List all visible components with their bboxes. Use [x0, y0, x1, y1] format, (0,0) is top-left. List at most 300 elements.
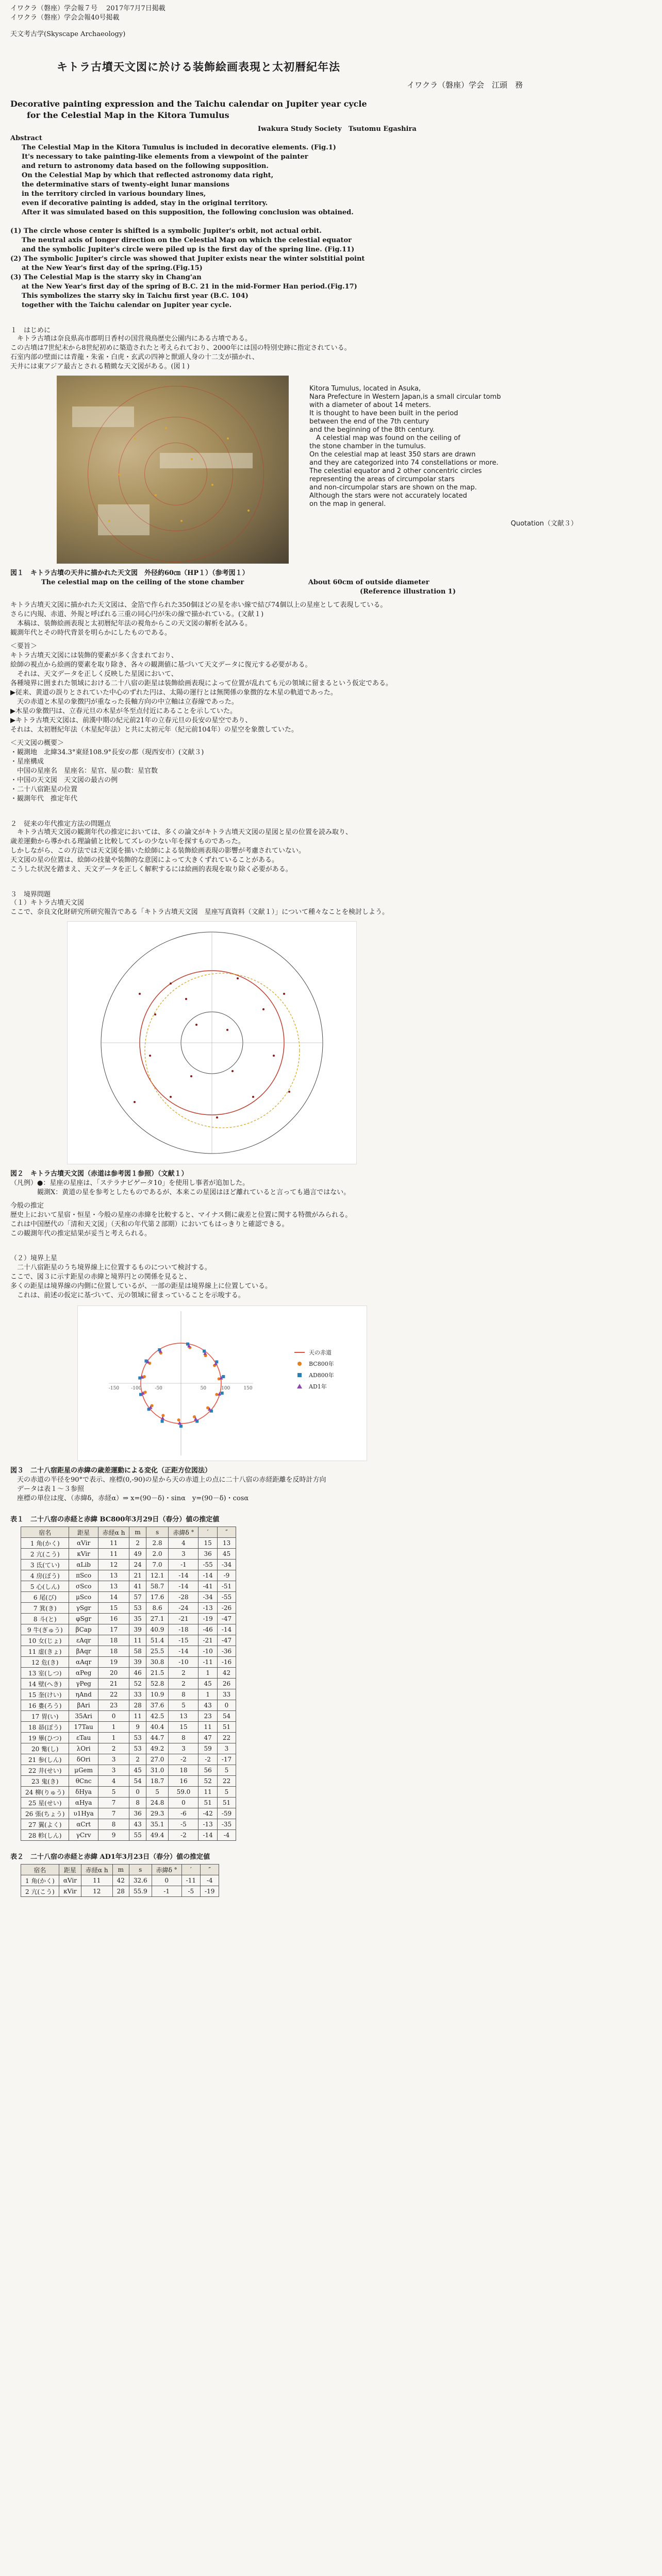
table-header-cell: ′	[198, 1527, 217, 1538]
table-header-cell: 距星	[59, 1865, 81, 1875]
intro2-line: 本稿は、装飾絵画表現と太初暦紀年法の視角からこの天文図の解析を試みる。	[10, 620, 252, 628]
gist-line: 絵師の視点から絵画的要素を取り除き、各々の観測値に基づいて天文データに復元する必要がある。	[10, 661, 312, 669]
table-cell: υ1Hya	[69, 1808, 98, 1819]
section3-sub1-text: ここで、奈良文化財研究所研究報告である「キトラ古墳天文図 星座写真資料（文献１）」について種々なことを検討しよう。	[10, 908, 389, 916]
table-cell: 52.8	[146, 1679, 169, 1689]
table-cell: 9	[98, 1830, 129, 1841]
intro2-line: さらに内規、赤道、外規と呼ばれる三重の同心円が朱の線で描かれている。(文献１)	[10, 611, 264, 618]
table-cell: 11	[98, 1549, 129, 1560]
table-cell: βAqr	[69, 1646, 98, 1657]
section2-line: 天文図の星の位置は、絵師の技量や装飾的な意図によって大きくずれていることがある。	[10, 856, 279, 864]
table-cell: 42.5	[146, 1711, 169, 1722]
gist-heading: ＜要旨＞	[10, 642, 38, 650]
x-tick-label: -100	[131, 1386, 142, 1391]
table-cell: γCrv	[69, 1830, 98, 1841]
table-cell: 11	[198, 1787, 217, 1798]
table-cell: 4 房(ぼう)	[21, 1570, 69, 1581]
quotation: Quotation（文献３）	[510, 520, 577, 528]
table-row	[21, 1733, 236, 1743]
abstract-point: (1) The circle whose center is shifted is a symbolic Jupiter's orbit, not actual orbit.	[10, 227, 322, 235]
intro2-line: キトラ古墳天文図に描かれた天文図は、金箔で作られた350個ほどの星を赤い線で結び74個以上の星座として表現している。	[10, 601, 387, 609]
table-cell: -14	[169, 1646, 198, 1657]
fig2-note1: （凡例）●：星座の星座は、「ステラナビゲータ10」を使用し事者が追加した。	[10, 1179, 250, 1187]
table-cell: αCrt	[69, 1819, 98, 1830]
table-cell: 24.8	[146, 1798, 169, 1808]
table-cell: γSgr	[69, 1603, 98, 1614]
table-cell: 13	[217, 1538, 236, 1549]
table-cell: 2	[169, 1668, 198, 1679]
table-cell: 11	[81, 1875, 112, 1886]
abstract-label: Abstract	[10, 134, 42, 142]
table-cell: 2	[169, 1679, 198, 1689]
table-cell: 22 井(せい)	[21, 1765, 69, 1776]
table-cell: 21 参(しん)	[21, 1754, 69, 1765]
table-cell: 7.0	[146, 1560, 169, 1570]
caption-line: Kitora Tumulus, located in Asuka,	[309, 385, 421, 393]
table-cell: 12 危(き)	[21, 1657, 69, 1668]
table-cell: -28	[169, 1592, 198, 1603]
table-cell: 59	[198, 1743, 217, 1754]
table-cell: 13	[169, 1711, 198, 1722]
summary-line: ・観測年代 推定年代	[10, 795, 78, 803]
summary-heading: ＜天文図の概要＞	[10, 739, 64, 747]
section3b-line: この観測年代の推定結果が妥当と考えられる。	[10, 1230, 152, 1238]
table-row	[21, 1689, 236, 1700]
table-cell: -14	[217, 1624, 236, 1635]
table-header-cell: 距星	[69, 1527, 98, 1538]
title-ja: キトラ古墳天文図に於ける装飾絵画表現と太初暦紀年法	[57, 60, 340, 73]
table-cell: 35Ari	[69, 1711, 98, 1722]
caption-line: On the celestial map at least 350 stars are drawn	[309, 451, 476, 459]
table-row	[21, 1570, 236, 1581]
photo-caption-en	[309, 385, 577, 564]
table-cell: 53	[129, 1743, 146, 1754]
caption-line: Nara Prefecture in Western Japan,is a small circular tomb	[309, 393, 501, 401]
table-cell: -34	[217, 1560, 236, 1570]
table-cell: δHya	[69, 1787, 98, 1798]
table-cell: 13 室(しつ)	[21, 1668, 69, 1679]
table-cell: 7	[98, 1808, 129, 1819]
table-header-cell: ″	[201, 1865, 219, 1875]
fig1-caption-ja: 図１ キトラ古墳の天井に描かれた天文図 外径約60㎝（HP１）（参考図１）	[10, 569, 249, 577]
table-cell: 8	[98, 1819, 129, 1830]
table-cell: -1	[152, 1886, 181, 1897]
table-row	[21, 1711, 236, 1722]
legend-label: AD800年	[309, 1372, 334, 1379]
table-cell: γPeg	[69, 1679, 98, 1689]
data-point	[144, 1391, 147, 1394]
caption-line: with a diameter of about 14 meters.	[309, 401, 431, 409]
data-point	[222, 1375, 225, 1378]
table-cell: 21	[98, 1679, 129, 1689]
caption-line: representing the areas of circumpolar stars	[309, 476, 455, 483]
table-cell: 37.6	[146, 1700, 169, 1711]
data-point	[221, 1392, 224, 1395]
table-cell: 27 翼(よく)	[21, 1819, 69, 1830]
table-header-cell: m	[112, 1865, 129, 1875]
table-cell: -5	[169, 1819, 198, 1830]
table-cell: αPeg	[69, 1668, 98, 1679]
table-cell: 18 昴(ぼう)	[21, 1722, 69, 1733]
table-cell: κVir	[69, 1549, 98, 1560]
caption-line: on the map in general.	[309, 500, 386, 508]
table-cell: 44.7	[146, 1733, 169, 1743]
intro-line: 天井には東アジア最古とされる精緻な天文図がある。(図１)	[10, 363, 190, 370]
table-cell: 51	[198, 1798, 217, 1808]
table-cell: μSco	[69, 1592, 98, 1603]
abstract-line: After it was simulated based on this supposition, the following conclusion was obtained.	[22, 209, 354, 216]
fig3-sub1: 天の赤道の半径を90°で表示、座標(0,-90)の星から天の赤道上の点に二十八宿の赤経距離を反時計方向	[10, 1476, 326, 1484]
table-cell: 3	[98, 1754, 129, 1765]
table-cell: -14	[198, 1830, 217, 1841]
table-cell: 42	[112, 1875, 129, 1886]
figure3-chart	[77, 1306, 367, 1461]
section3b-line: これは中国歴代の「清和天文図」（天和の年代第２部期）においてもはっきりと確認できる。	[10, 1221, 289, 1228]
x-tick-label: 150	[243, 1386, 253, 1391]
table-header-cell: s	[146, 1527, 169, 1538]
table-row	[21, 1657, 236, 1668]
table-header-cell: 赤緯δ °	[169, 1527, 198, 1538]
table-cell: 9	[129, 1722, 146, 1733]
table-cell: 8	[169, 1733, 198, 1743]
abstract-point: (2) The symbolic Jupiter's circle was showed that Jupiter exists near the winter solstitial point	[10, 255, 365, 263]
table-cell: 0	[169, 1798, 198, 1808]
title-en-line2: for the Celestial Map in the Kitora Tumulus	[27, 110, 229, 120]
legend-swatch	[297, 1362, 302, 1366]
table-cell: 11 虚(きょ)	[21, 1646, 69, 1657]
table-cell: -59	[217, 1808, 236, 1819]
table-cell: -9	[217, 1570, 236, 1581]
table-cell: 39	[129, 1624, 146, 1635]
table-cell: -19	[198, 1614, 217, 1624]
table-cell: 2	[98, 1743, 129, 1754]
table-row	[21, 1603, 236, 1614]
table-row	[21, 1679, 236, 1689]
table-cell: 18	[98, 1635, 129, 1646]
table-cell: 15	[169, 1722, 198, 1733]
table-cell: -1	[169, 1560, 198, 1570]
table-row	[21, 1538, 236, 1549]
table-cell: δOri	[69, 1754, 98, 1765]
x-tick-label: -150	[108, 1386, 120, 1391]
table-cell: 45	[129, 1765, 146, 1776]
table-cell: 6 尾(び)	[21, 1592, 69, 1603]
table-cell: 36	[129, 1808, 146, 1819]
table-cell: αVir	[59, 1875, 81, 1886]
legend-swatch	[297, 1373, 302, 1377]
table-cell: 2	[129, 1754, 146, 1765]
legend-label: BC800年	[309, 1361, 334, 1367]
caption-line: and the beginning of the 8th century.	[309, 426, 435, 434]
table-cell: 2	[129, 1538, 146, 1549]
table-cell: -35	[217, 1819, 236, 1830]
table1-caption: 表１ 二十八宿の赤経と赤緯 BC800年3月29日（春分）値の推定値	[10, 1516, 220, 1523]
table-cell: 3	[217, 1743, 236, 1754]
table-cell: -15	[169, 1635, 198, 1646]
table-cell: 43	[198, 1700, 217, 1711]
table-row	[21, 1549, 236, 1560]
table-cell: 45	[198, 1679, 217, 1689]
table-cell: 1 角(かく)	[21, 1875, 59, 1886]
table-row	[21, 1830, 236, 1841]
abstract-line: On the Celestial Map by which that reflected astronomy data right,	[22, 172, 274, 179]
summary-line: ・二十八宿距星の位置	[10, 786, 78, 793]
table-cell: -55	[198, 1560, 217, 1570]
table-cell: 12	[81, 1886, 112, 1897]
caption-line: between the end of the 7th century	[309, 418, 429, 426]
table-cell: 49.4	[146, 1830, 169, 1841]
table-header-cell: ″	[217, 1527, 236, 1538]
section3-heading: ３ 境界問題	[10, 891, 51, 899]
section2	[10, 818, 652, 874]
table-cell: 4	[98, 1776, 129, 1787]
table-cell: 47	[198, 1733, 217, 1743]
abstract	[10, 134, 652, 310]
abstract-line: the determinative stars of twenty-eight lunar mansions	[22, 181, 229, 189]
table-cell: 51.4	[146, 1635, 169, 1646]
table-row	[21, 1722, 236, 1733]
table-cell: 33	[217, 1689, 236, 1700]
table-cell: εTau	[69, 1733, 98, 1743]
fig1-en-size: About 60cm of outside diameter	[308, 579, 429, 586]
intro-line: キトラ古墳は奈良県高市郡明日香村の国営飛鳥歴史公園内にある古墳である。	[10, 335, 252, 343]
table-cell: 3	[169, 1549, 198, 1560]
table-cell: -4	[201, 1875, 219, 1886]
section3c-line: これは、前述の仮定に基づいて、元の領域に留まっていることを示唆する。	[10, 1292, 245, 1299]
fig3-sub3: 座標の単位は度、（赤緯δ，赤経α）⇒ x=(90－δ)・sinα y=(90－δ)・cosα	[10, 1495, 249, 1502]
table-cell: 18	[98, 1646, 129, 1657]
table-header-cell: m	[129, 1527, 146, 1538]
table-cell: 8 斗(と)	[21, 1614, 69, 1624]
table-header-cell: ′	[181, 1865, 200, 1875]
section3-sub1: （１）キトラ古墳天文図	[10, 899, 85, 907]
table-cell: 2 亢(こう)	[21, 1549, 69, 1560]
table-cell: 46	[129, 1668, 146, 1679]
table-cell: 51	[217, 1722, 236, 1733]
table-header-cell: 赤経α h	[81, 1865, 112, 1875]
table-cell: θCnc	[69, 1776, 98, 1787]
table-cell: 8	[169, 1689, 198, 1700]
table-cell: -24	[169, 1603, 198, 1614]
table-cell: 28	[129, 1700, 146, 1711]
table-cell: -10	[198, 1646, 217, 1657]
table-cell: -34	[198, 1592, 217, 1603]
table-cell: 35.1	[146, 1819, 169, 1830]
table-cell: 22	[98, 1689, 129, 1700]
abstract-point: at the New Year's first day of the spring of B.C. 21 in the mid-Former Han period.(Fig.17)	[22, 283, 357, 291]
table-cell: -42	[198, 1808, 217, 1819]
table-cell: -21	[198, 1635, 217, 1646]
table-cell: -36	[217, 1646, 236, 1657]
section3b-line: 歴史上において星宿・恒星・今般の星座の赤緯を比較すると、マイナス側に歳差と位置に関する特徴がみられる。	[10, 1211, 352, 1219]
table-cell: 15 奎(けい)	[21, 1689, 69, 1700]
table-header-cell: 宿名	[21, 1527, 69, 1538]
table-cell: 0	[98, 1711, 129, 1722]
table-cell: 33	[129, 1689, 146, 1700]
gist-line: ▶木星の象徴円は、立春元旦の木星が冬至点付近にあることを示していた。	[10, 707, 237, 715]
table-cell: 0	[129, 1787, 146, 1798]
table-cell: -5	[181, 1886, 200, 1897]
table-cell: 58.7	[146, 1581, 169, 1592]
table-cell: εAqr	[69, 1635, 98, 1646]
caption-line: The celestial equator and 2 other concentric circles	[309, 467, 482, 475]
table-cell: 12	[98, 1560, 129, 1570]
table-cell: 54	[217, 1711, 236, 1722]
table-cell: -13	[198, 1603, 217, 1614]
fig2-note2: 観測X：黄道の星を参考としたものであるが、本来この星図はほど離れていると言っても過言ではない。	[10, 1189, 351, 1196]
table-cell: 17.6	[146, 1592, 169, 1603]
table-cell: 20	[98, 1668, 129, 1679]
table-cell: 43	[129, 1819, 146, 1830]
caption-line: A celestial map was found on the ceiling of	[309, 434, 460, 442]
header-line1: イワクラ（磐座）学会報７号 2017年7月7日掲載	[10, 5, 166, 12]
summary	[10, 739, 652, 804]
fig1-caption-en	[41, 578, 652, 587]
table-cell: ηAnd	[69, 1689, 98, 1700]
table-cell: -21	[169, 1614, 198, 1624]
table-cell: 15	[98, 1603, 129, 1614]
table-cell: 20 觜(し)	[21, 1743, 69, 1754]
table-cell: 5	[217, 1787, 236, 1798]
table-cell: 28 軫(しん)	[21, 1830, 69, 1841]
data-point	[177, 1418, 180, 1421]
table-cell: 9 牛(ぎゅう)	[21, 1624, 69, 1635]
table-cell: 31.0	[146, 1765, 169, 1776]
abstract-point: together with the Taichu calendar on Jupiter year cycle.	[22, 301, 232, 309]
section3	[10, 889, 652, 917]
table-cell: -2	[198, 1754, 217, 1765]
chart3-svg	[78, 1306, 367, 1461]
table-cell: 53	[129, 1733, 146, 1743]
table-cell: μGem	[69, 1765, 98, 1776]
section3b	[10, 1201, 652, 1239]
table-cell: φSgr	[69, 1614, 98, 1624]
table-cell: 28	[112, 1886, 129, 1897]
table-cell: 13	[98, 1581, 129, 1592]
table-cell: 4	[169, 1538, 198, 1549]
table-cell: 17 胃(い)	[21, 1711, 69, 1722]
caption-line: It is thought to have been built in the period	[309, 410, 458, 417]
fig1-en: The celestial map on the ceiling of the stone chamber	[41, 579, 244, 586]
section3c-line: 多くの距星は境界線の内側に位置しているが、一部の距星は境界線上に位置している。	[10, 1282, 272, 1290]
table-row	[21, 1592, 236, 1603]
table-cell: -17	[217, 1754, 236, 1765]
table-cell: 14 壁(へき)	[21, 1679, 69, 1689]
table-cell: -47	[217, 1614, 236, 1624]
abstract-line: It's necessary to take painting-like elements from a viewpoint of the painter	[22, 153, 308, 161]
data-point	[161, 1414, 164, 1417]
table-cell: 22	[217, 1733, 236, 1743]
table-cell: 18.7	[146, 1776, 169, 1787]
table-cell: 16 婁(ろう)	[21, 1700, 69, 1711]
table-cell: 40.4	[146, 1722, 169, 1733]
table-cell: 3	[169, 1743, 198, 1754]
abstract-point: The neutral axis of longer direction on the Celestial Map on which the celestial equator	[22, 236, 352, 244]
section3b-heading: 今般の推定	[10, 1202, 44, 1210]
table-cell: 11	[198, 1722, 217, 1733]
table-cell: -26	[217, 1603, 236, 1614]
table-cell: 16	[169, 1776, 198, 1787]
gist-line: キトラ古墳天文図には装飾的要素が多く含まれており、	[10, 652, 178, 659]
table-cell: 57	[129, 1592, 146, 1603]
table-cell: 26	[217, 1679, 236, 1689]
table-row	[21, 1819, 236, 1830]
table-row	[21, 1765, 236, 1776]
table-cell: 15	[198, 1538, 217, 1549]
table-cell: 39	[129, 1657, 146, 1668]
table-cell: βAri	[69, 1700, 98, 1711]
fig3-sub2: データは表１～３参照	[10, 1485, 85, 1493]
ecliptic-circle	[145, 973, 300, 1128]
legend-label: 天の赤道	[309, 1349, 332, 1356]
table-cell: 1	[198, 1668, 217, 1679]
table-cell: 22	[217, 1776, 236, 1787]
table-cell: -18	[169, 1624, 198, 1635]
table-cell: 1	[198, 1689, 217, 1700]
table-row	[21, 1875, 219, 1886]
header	[10, 0, 652, 39]
section3c-heading: （２）境界上星	[10, 1255, 58, 1262]
table-cell: 58	[129, 1646, 146, 1657]
table-cell: 13	[98, 1570, 129, 1581]
table-cell: 11	[129, 1635, 146, 1646]
table-cell: 14	[98, 1592, 129, 1603]
table-cell: αVir	[69, 1538, 98, 1549]
intro-heading: １ はじめに	[10, 327, 51, 334]
table-cell: 17Tau	[69, 1722, 98, 1733]
table-row	[21, 1776, 236, 1787]
table-row	[21, 1560, 236, 1570]
title-en-line1: Decorative painting expression and the Taichu calendar on Jupiter year cycle	[10, 99, 367, 109]
table-cell: 52	[129, 1679, 146, 1689]
caption-line: and non-circumpolar stars are shown on the map.	[309, 484, 477, 492]
figure1-caption	[10, 569, 652, 597]
gist	[10, 642, 652, 735]
table-cell: -51	[217, 1581, 236, 1592]
table-cell: -6	[169, 1808, 198, 1819]
summary-line: 中国の星座名 星座名：星官、星の数：星官数	[10, 767, 158, 775]
table-cell: 32.6	[129, 1875, 152, 1886]
table-cell: βCap	[69, 1624, 98, 1635]
table-cell: 52	[198, 1776, 217, 1787]
table-cell: 41	[129, 1581, 146, 1592]
table-cell: 8.6	[146, 1603, 169, 1614]
table-cell: 1	[98, 1722, 129, 1733]
table-cell: 5 心(しん)	[21, 1581, 69, 1592]
gist-line: ▶従来、黄道の誤りとされていた中心のずれた円は、太陽の運行とは無関係の象徴的な木星の軌道であった。	[10, 689, 337, 697]
table-row	[21, 1635, 236, 1646]
summary-line: ・星座構成	[10, 758, 44, 766]
abstract-line: The Celestial Map in the Kitora Tumulus is included in decorative elements. (Fig.1)	[22, 144, 336, 151]
abstract-point: This symbolizes the starry sky in Taichu first year (B.C. 104)	[22, 292, 249, 300]
caption-line: and they are categorized into 74 constellations or more.	[309, 459, 499, 467]
section2-line: キトラ古墳天文図の観測年代の推定においては、多くの論文がキトラ古墳天文図の星図と星の位置を読み取り、	[10, 828, 353, 836]
table-cell: -14	[198, 1570, 217, 1581]
intro2-line: 観測年代とその時代背景を明らかにしたものである。	[10, 629, 172, 637]
intro-line: 石室内部の壁面には青龍・朱雀・白虎・玄武の四神と獣頭人身の十二支が描かれ、	[10, 353, 259, 361]
intro-line: この古墳は7世紀末から8世紀初めに築造されたと考えられており、2000年には国の特別史跡に指定されている。	[10, 344, 351, 352]
table-cell: 2 亢(こう)	[21, 1886, 59, 1897]
table-row	[21, 1808, 236, 1819]
abstract-line: and return to astronomy data based on the following supposition.	[22, 162, 269, 170]
table-cell: 55.9	[129, 1886, 152, 1897]
caption-line: the stone chamber in the tumulus.	[309, 443, 426, 450]
section3c-line: 二十八宿距星のうち境界線上に位置するものについて検討する。	[10, 1264, 211, 1272]
table-cell: 29.3	[146, 1808, 169, 1819]
legend-swatch	[297, 1384, 302, 1388]
table-cell: 24 柳(りゅう)	[21, 1787, 69, 1798]
table-cell: 10 女(じょ)	[21, 1635, 69, 1646]
